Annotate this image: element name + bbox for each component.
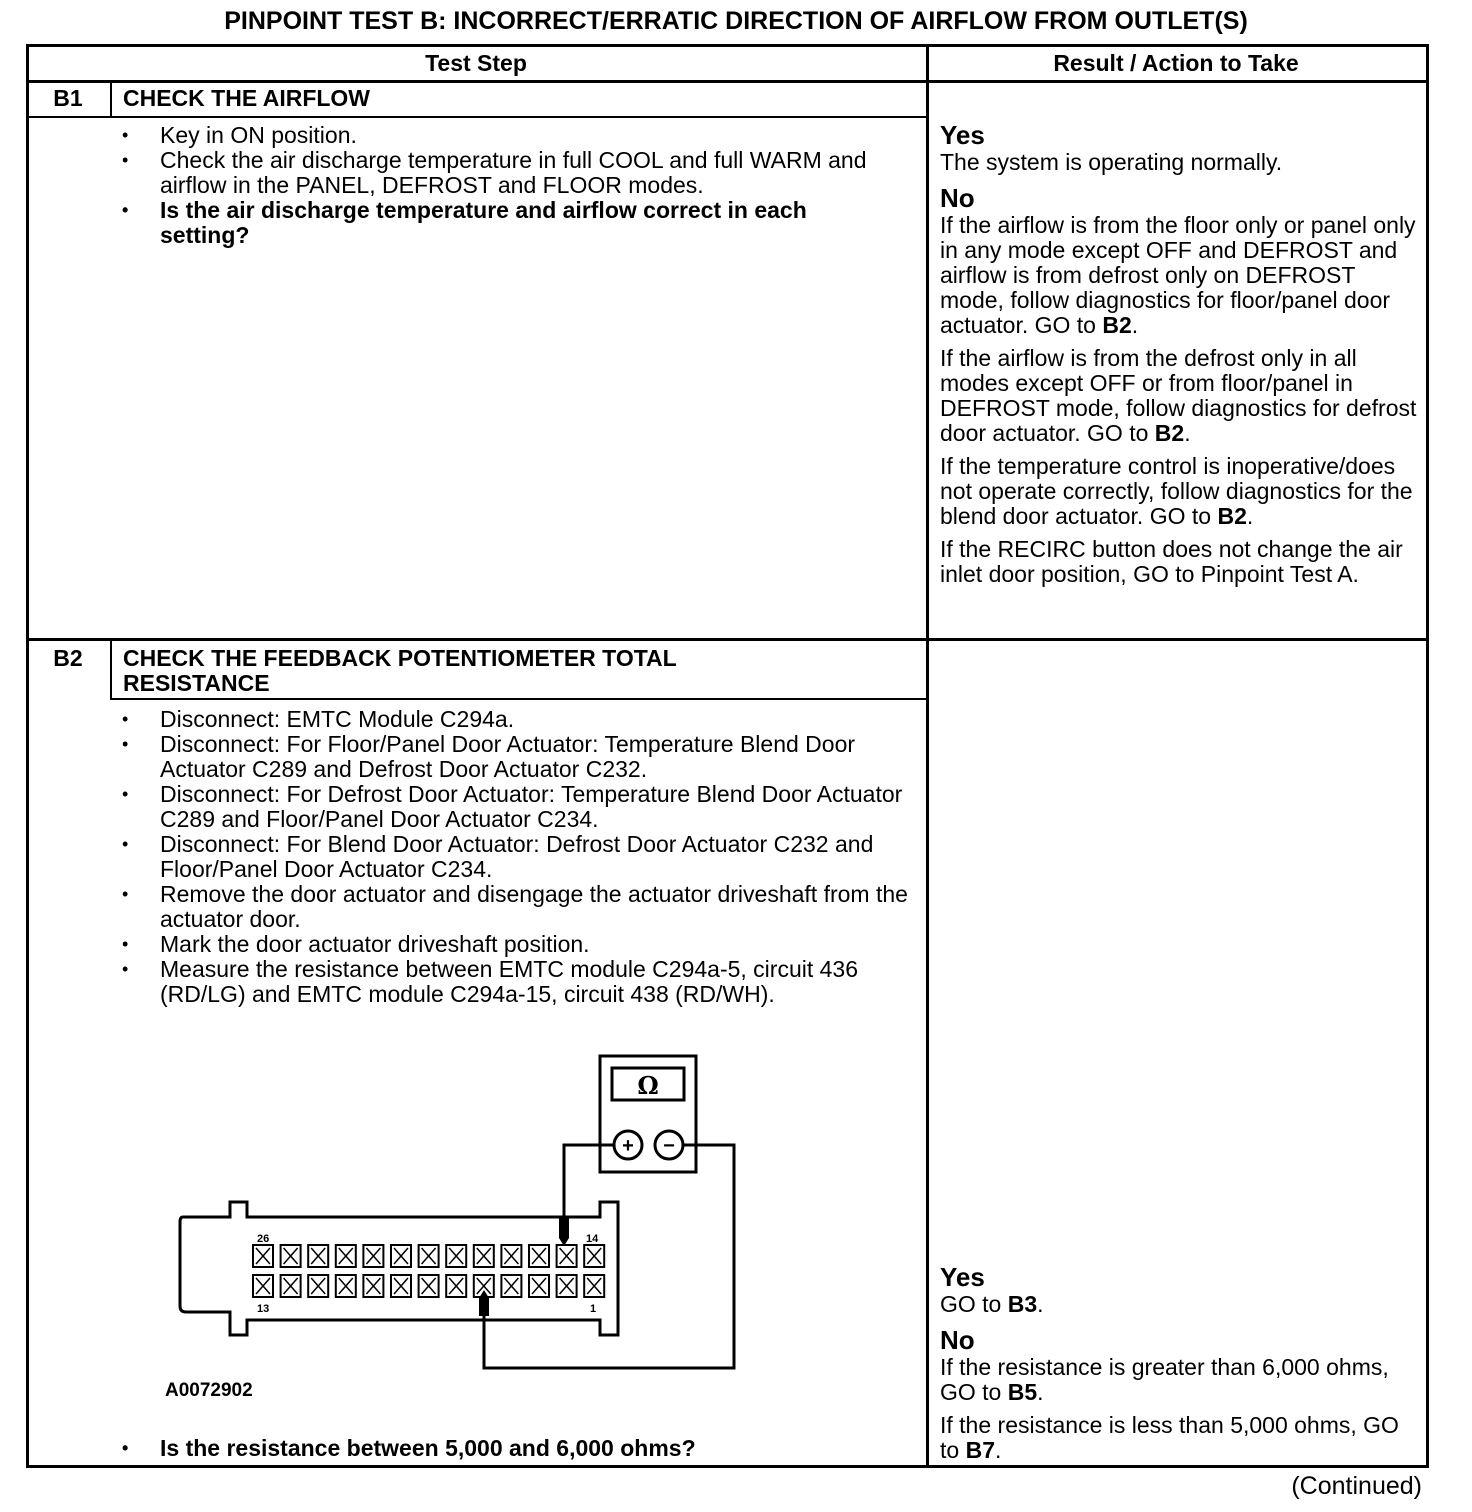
connector-pin-terminal [422, 1248, 436, 1264]
instruction-item: • Disconnect: For Blend Door Actuator: Defrost Door Actuator C232 and Floor/Panel Door Actuator C234. [120, 832, 910, 882]
step-title: CHECK THE FEEDBACK POTENTIOMETER TOTAL RESISTANCE [123, 645, 677, 696]
step-reference: B2 [1154, 420, 1185, 446]
no-label: No [940, 183, 975, 213]
step-reference: B2 [1217, 503, 1247, 529]
connector-pin-terminal [504, 1248, 518, 1264]
connector-pin-terminal [256, 1278, 270, 1294]
connector-pin-terminal [366, 1278, 380, 1294]
connector-pin-terminal [587, 1248, 601, 1264]
page-title: PINPOINT TEST B: INCORRECT/ERRATIC DIRECTION OF AIRFLOW FROM OUTLET(S) [224, 7, 1248, 35]
step-question: • Is the air discharge temperature and airflow correct in each setting? [120, 198, 900, 248]
no-action [940, 346, 1424, 446]
step-question: • Is the resistance between 5,000 and 6,000 ohms? [120, 1436, 910, 1461]
connector-pin-terminal [284, 1248, 298, 1264]
minus-sign: − [663, 1135, 675, 1157]
no-action [940, 454, 1424, 529]
no-action [940, 1413, 1424, 1463]
step-reference: B2 [1102, 312, 1132, 338]
no-action-text: If the temperature control is inoperative/does not operate correctly, follow diagnostics for the blend door actuator. GO to [940, 453, 1413, 529]
column-divider [926, 44, 929, 1468]
pin-label-1: 1 [590, 1303, 597, 1315]
step-instructions [120, 707, 910, 1007]
plus-sign: + [622, 1135, 634, 1157]
instruction-item: • Disconnect: For Floor/Panel Door Actuator: Temperature Blend Door Actuator C289 and Defrost Door Actuator C232. [120, 732, 910, 782]
step-reference: B3 [1007, 1291, 1038, 1317]
negative-probe [479, 1290, 489, 1316]
table-border-right [1426, 44, 1429, 1468]
step-title: CHECK THE AIRFLOW [123, 85, 371, 111]
no-action-text: If the airflow is from the floor only or panel only in any mode except OFF and DEFROST and airflow is from defrost only on DEFROST mode, follow diagnostics for floor/panel door actuator. GO to [940, 212, 1416, 338]
yes-action [940, 1292, 1424, 1317]
no-action-text: If the resistance is less than 5,000 ohms, GO to [940, 1412, 1399, 1463]
no-action-end: . [1037, 1379, 1044, 1405]
yes-label: Yes [940, 1262, 985, 1292]
connector-pin-terminal [394, 1278, 408, 1294]
instruction-item: • Disconnect: For Defrost Door Actuator: Temperature Blend Door Actuator C289 and Floor/Panel Door Actuator C234. [120, 782, 910, 832]
connector-pin-terminal [366, 1248, 380, 1264]
no-action [940, 1355, 1424, 1405]
step-id-divider-b1 [110, 80, 112, 118]
connector-pin-terminal [311, 1248, 325, 1264]
no-action-end: . [994, 1437, 1002, 1463]
instruction-item: • Mark the door actuator driveshaft position. [120, 932, 910, 957]
no-label: No [940, 1325, 975, 1355]
step-instructions [120, 123, 900, 248]
connector-pin-terminal [394, 1248, 408, 1264]
step-reference: B5 [1007, 1379, 1038, 1405]
no-action-text: If the resistance is greater than 6,000 ohms, GO to [940, 1354, 1389, 1405]
instruction-item: • Key in ON position. [120, 123, 900, 148]
continued-note: (Continued) [1291, 1472, 1422, 1500]
connector-pin-terminal [284, 1278, 298, 1294]
connector-pin-terminal [532, 1278, 546, 1294]
connector-pin-terminal [339, 1248, 353, 1264]
no-action-end: . [1246, 503, 1254, 529]
yes-action: The system is operating normally. [940, 149, 1283, 175]
yes-label: Yes [940, 120, 985, 150]
instruction-item: • Measure the resistance between EMTC module C294a-5, circuit 436 (RD/LG) and EMTC module C294a-15, circuit 438 (RD/WH). [120, 957, 910, 1007]
no-action-text: If the airflow is from the defrost only in all modes except OFF or from floor/panel in DEFROST mode, follow diagnostics for defrost door actuator. GO to [940, 345, 1417, 446]
no-action [940, 213, 1424, 338]
table-border-left [26, 44, 29, 1468]
result-block-b1 [940, 120, 1424, 595]
figure-id: A0072902 [165, 1380, 253, 1401]
connector-pin-terminal [256, 1248, 270, 1264]
connector-pin-terminal [449, 1278, 463, 1294]
connector-pin-terminal [504, 1278, 518, 1294]
table-border-top [26, 44, 1429, 47]
instruction-item: • Remove the door actuator and disengage the actuator driveshaft from the actuator door. [120, 882, 910, 932]
connector-pin-terminal [532, 1248, 546, 1264]
positive-probe [559, 1216, 569, 1246]
title-underline-b1 [26, 116, 926, 118]
step-id: B2 [53, 645, 83, 671]
pin-label-14: 14 [586, 1233, 599, 1245]
step-reference: B7 [965, 1437, 995, 1463]
connector-pin-terminal [449, 1248, 463, 1264]
no-action [940, 537, 1424, 587]
pin-label-13: 13 [257, 1303, 270, 1315]
connector-pin-terminal [587, 1278, 601, 1294]
instruction-item: • Disconnect: EMTC Module C294a. [120, 707, 910, 732]
instruction-item: • Check the air discharge temperature in full COOL and full WARM and airflow in the PANEL, DEFROST and FLOOR modes. [120, 148, 900, 198]
column-header-result: Result / Action to Take [1053, 50, 1299, 76]
pin-label-26: 26 [257, 1233, 270, 1245]
connector-pins [253, 1245, 604, 1297]
header-divider [26, 80, 1429, 83]
result-block-b2 [940, 1262, 1424, 1471]
positive-lead [564, 1145, 614, 1220]
column-header-test-step: Test Step [425, 50, 527, 76]
connector-housing [180, 1202, 618, 1335]
ohm-symbol: Ω [637, 1071, 659, 1100]
connector-pin-terminal [560, 1248, 574, 1264]
connector-pin-terminal [422, 1278, 436, 1294]
step-id-divider-b2 [110, 638, 112, 700]
yes-action-text: GO to [940, 1291, 1008, 1317]
no-action-text: If the RECIRC button does not change the air inlet door position, GO to Pinpoint Test A. [940, 536, 1403, 587]
connector-pin-terminal [311, 1278, 325, 1294]
title-underline-b2 [110, 698, 926, 700]
connector-pin-terminal [339, 1278, 353, 1294]
step-question-list [120, 1436, 910, 1461]
no-action-end: . [1131, 312, 1139, 338]
no-action-end: . [1184, 420, 1191, 446]
connector-pin-terminal [477, 1248, 491, 1264]
ohmmeter-connector-diagram [150, 1040, 770, 1380]
yes-action-end: . [1037, 1291, 1044, 1317]
row-divider-b2 [26, 638, 1429, 641]
connector-pin-terminal [560, 1278, 574, 1294]
step-id: B1 [53, 85, 83, 111]
